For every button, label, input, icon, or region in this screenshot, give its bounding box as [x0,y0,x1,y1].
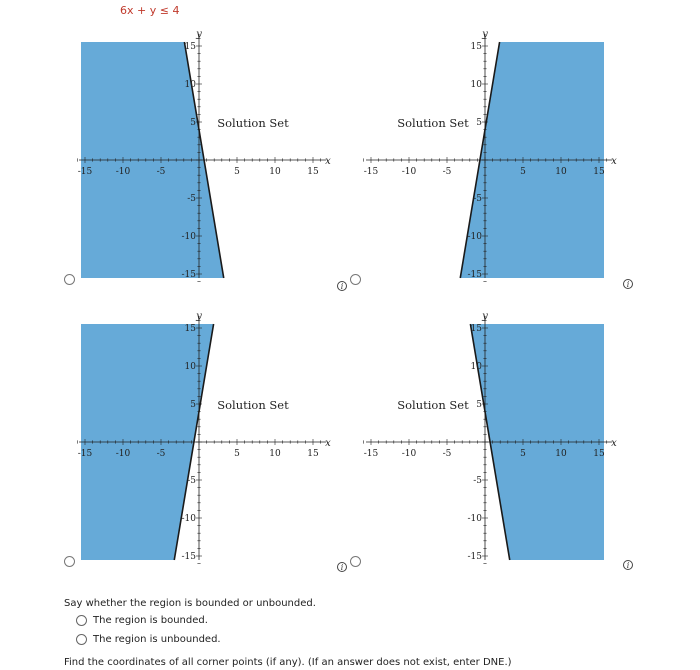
x-tick-label: 15 [307,167,319,177]
y-tick-label: -15 [181,270,196,280]
unbounded-radio[interactable] [76,634,87,645]
option-a-radio[interactable] [64,274,75,285]
y-tick-label: 15 [470,324,482,334]
x-tick-label: 10 [269,449,281,459]
x-tick-label: 15 [593,449,605,459]
y-tick-label: 10 [470,80,482,90]
x-tick-label: -15 [77,167,93,177]
y-axis-label: y [196,29,202,40]
x-tick-label: 10 [555,449,567,459]
y-tick-label: 15 [470,42,482,52]
x-tick-label: 15 [593,167,605,177]
x-axis-label: x [611,156,617,167]
info-icon-d[interactable]: i [623,560,633,570]
y-tick-label: 10 [184,362,196,372]
x-tick-label: -5 [156,167,166,177]
y-axis-label: y [482,311,488,322]
y-tick-label: -5 [187,476,196,486]
solution-set-label: Solution Set [397,116,469,130]
option-b-radio[interactable] [350,274,361,285]
x-tick-label: 5 [234,449,240,459]
y-tick-label: -10 [181,514,196,524]
y-tick-label: 15 [184,42,196,52]
y-tick-label: 5 [476,400,482,410]
x-tick-label: 5 [520,449,526,459]
x-axis-label: x [611,438,617,449]
y-tick-label: -15 [181,552,196,562]
info-icon-a[interactable]: i [337,281,347,291]
x-tick-label: -5 [442,167,452,177]
x-tick-label: 10 [555,167,567,177]
option-c-radio[interactable] [64,556,75,567]
y-tick-label: -15 [467,552,482,562]
x-tick-label: -5 [156,449,166,459]
info-icon-c[interactable]: i [337,562,347,572]
inequality-title: 6x + y ≤ 4 [120,4,180,17]
bounded-prompt: Say whether the region is bounded or unbounded. [64,598,316,609]
x-tick-label: 15 [307,449,319,459]
bounded-label: The region is bounded. [93,615,208,626]
y-tick-label: -15 [467,270,482,280]
graph-option-1 [77,34,326,282]
y-tick-label: 5 [476,118,482,128]
graph-option-3 [77,316,326,564]
x-tick-label: -15 [363,167,379,177]
x-tick-label: -15 [77,449,93,459]
y-tick-label: 10 [470,362,482,372]
y-tick-label: -10 [467,232,482,242]
y-tick-label: -5 [187,194,196,204]
y-tick-label: -5 [473,194,482,204]
y-tick-label: 5 [190,400,196,410]
option-d-radio[interactable] [350,556,361,567]
x-axis-label: x [325,156,331,167]
y-tick-label: -10 [181,232,196,242]
bounded-radio[interactable] [76,615,87,626]
graph-option-2 [363,34,612,282]
x-tick-label: 5 [234,167,240,177]
x-tick-label: 5 [520,167,526,177]
x-tick-label: 10 [269,167,281,177]
info-icon-b[interactable]: i [623,279,633,289]
x-tick-label: -10 [115,449,131,459]
y-tick-label: -5 [473,476,482,486]
y-axis-label: y [196,311,202,322]
y-tick-label: -10 [467,514,482,524]
y-tick-label: 10 [184,80,196,90]
x-axis-label: x [325,438,331,449]
solution-set-label: Solution Set [397,398,469,412]
x-tick-label: -10 [115,167,131,177]
y-axis-label: y [482,29,488,40]
solution-set-label: Solution Set [217,116,289,130]
solution-set-label: Solution Set [217,398,289,412]
graph-option-4 [363,316,612,564]
x-tick-label: -15 [363,449,379,459]
x-tick-label: -10 [401,167,417,177]
unbounded-label: The region is unbounded. [93,634,221,645]
y-tick-label: 5 [190,118,196,128]
corner-prompt: Find the coordinates of all corner points (if any). (If an answer does not exist, enter DNE.) [64,657,512,668]
x-tick-label: -10 [401,449,417,459]
y-tick-label: 15 [184,324,196,334]
x-tick-label: -5 [442,449,452,459]
